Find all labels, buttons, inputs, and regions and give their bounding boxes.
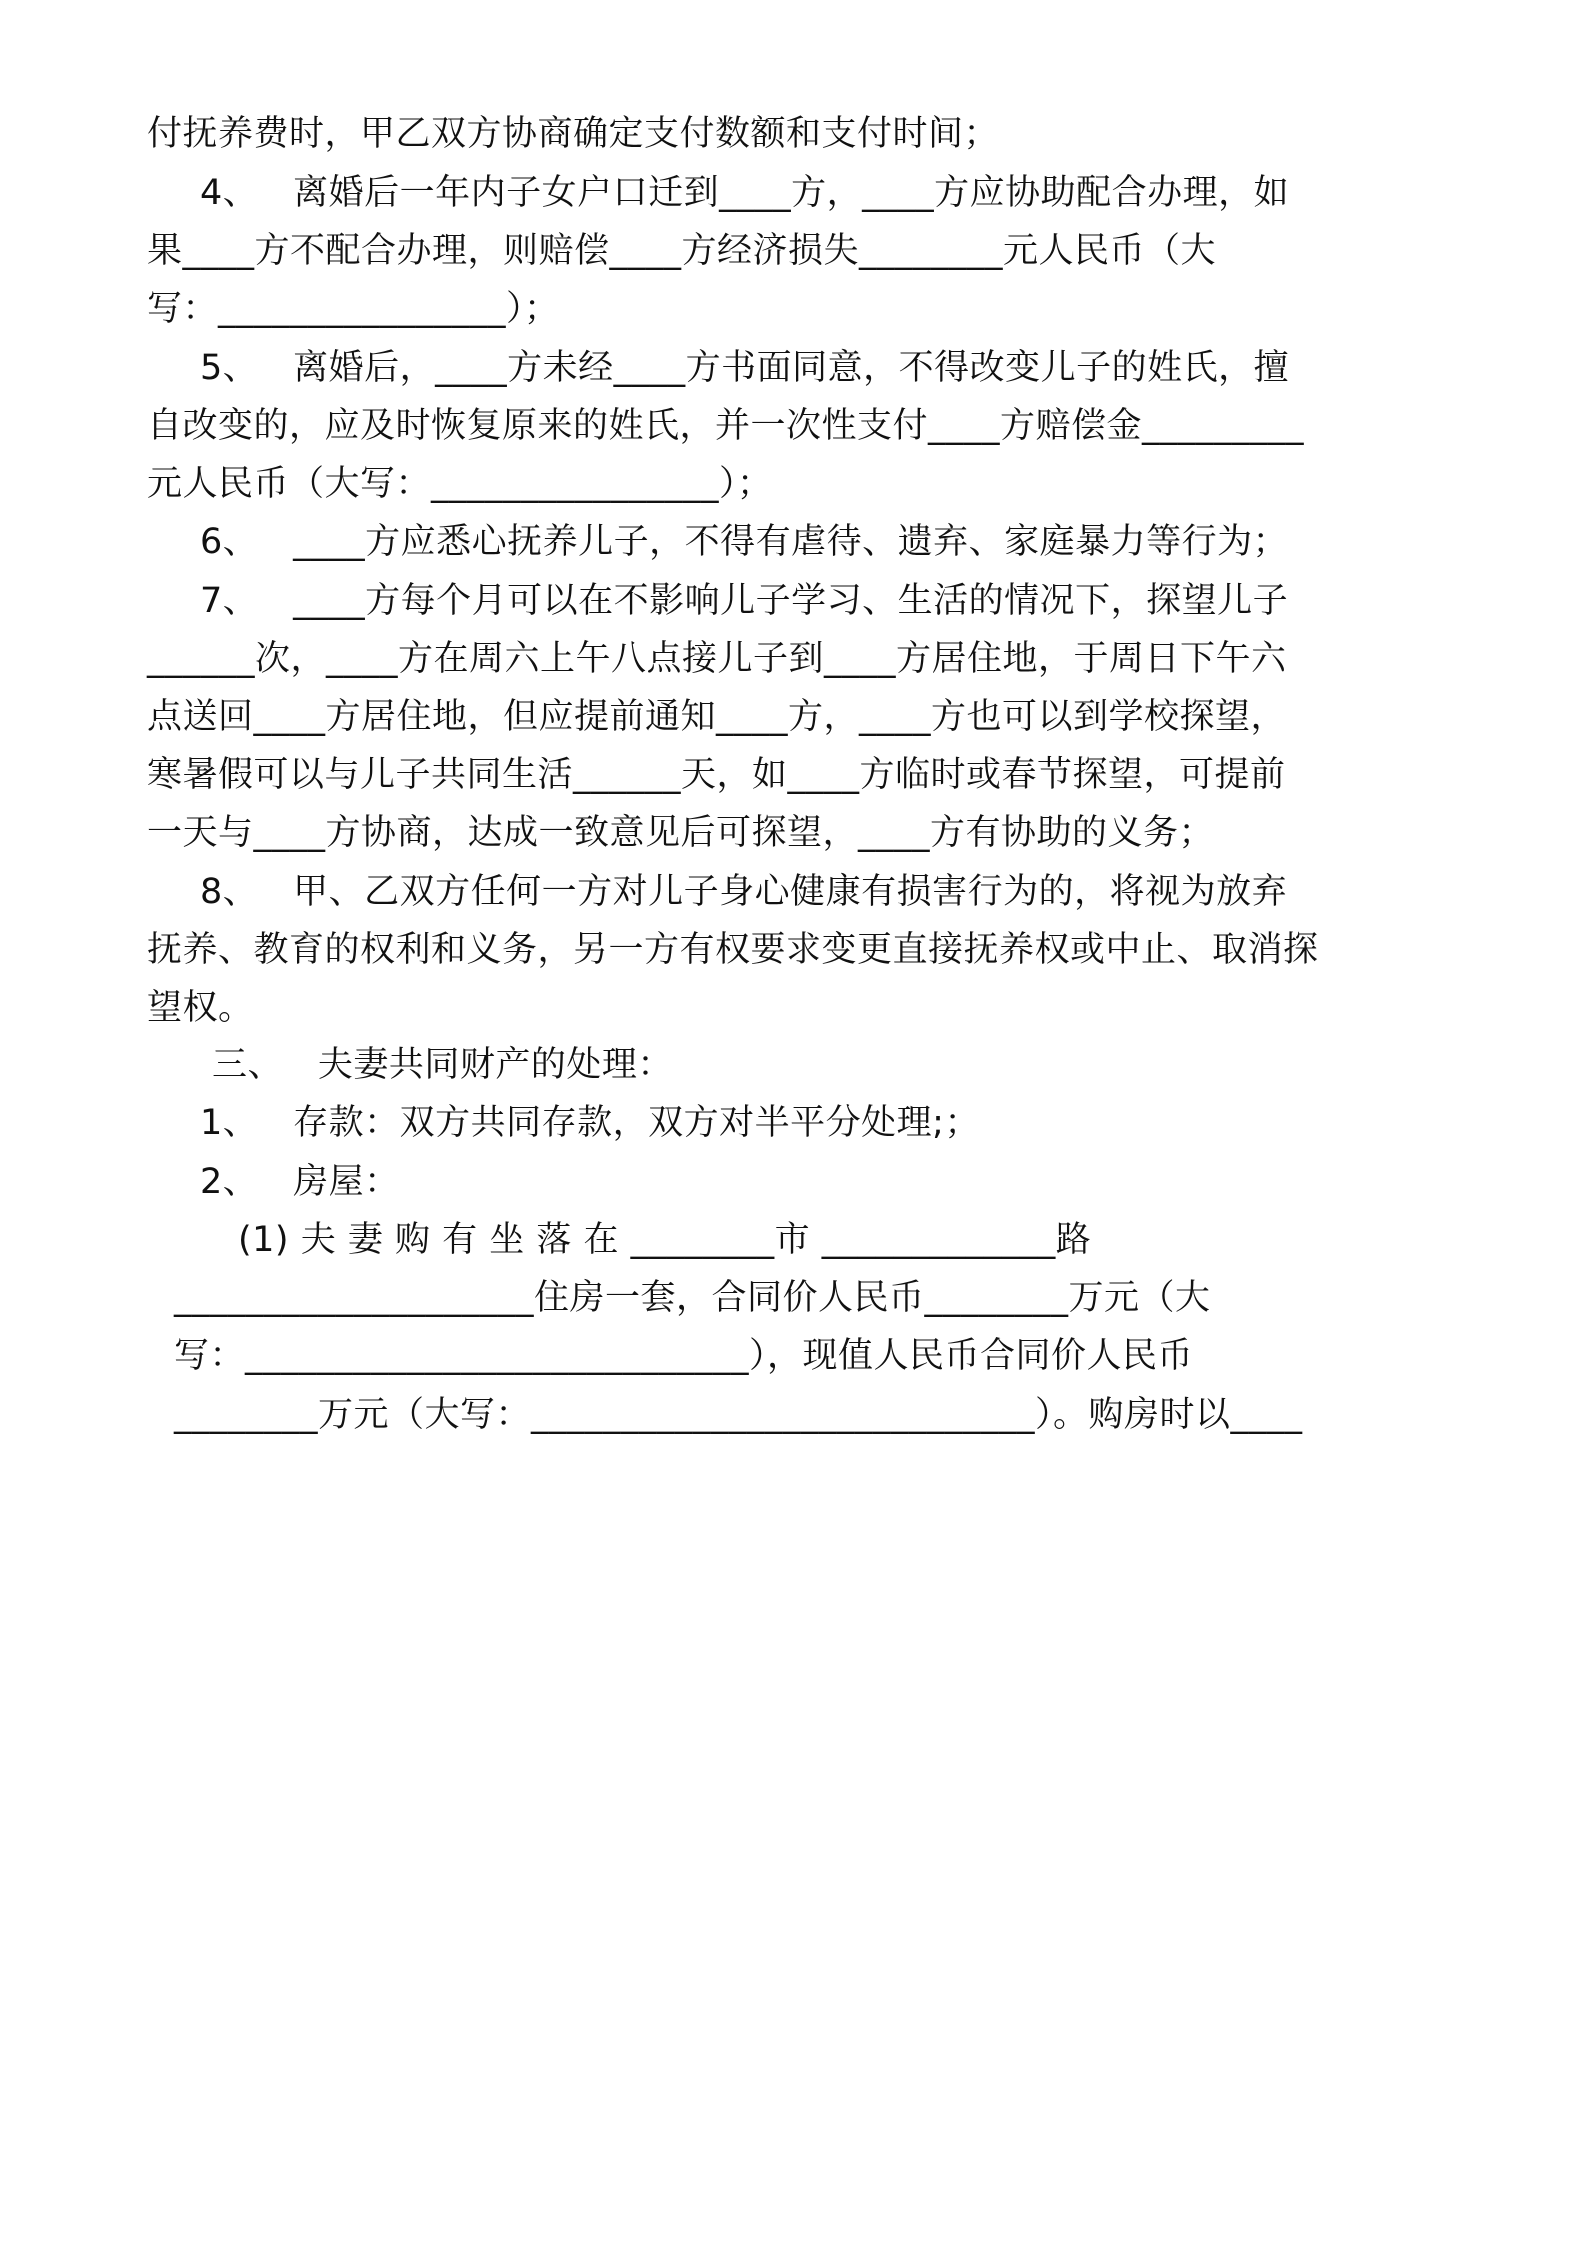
text-line: 2、 房屋：	[200, 1162, 400, 1202]
text-line: ____________________住房一套，合同价人民币________万元（大	[174, 1278, 1211, 1318]
text-line: 5、 离婚后，____方未经____方书面同意，不得改变儿子的姓氏，擅	[200, 348, 1290, 388]
text-line: 抚养、教育的权利和义务，另一方有权要求变更直接抚养权或中止、取消探	[147, 930, 1319, 970]
text-line: 4、 离婚后一年内子女户口迁到____方，____方应协助配合办理，如	[200, 173, 1290, 213]
text-line: 7、 ____方每个月可以在不影响儿子学习、生活的情况下，探望儿子	[200, 581, 1289, 621]
section-heading: 三、 夫妻共同财产的处理：	[212, 1045, 673, 1085]
text-line: 寒暑假可以与儿子共同生活______天，如____方临时或春节探望，可提前	[147, 755, 1286, 795]
text-line: ________万元（大写：____________________________）。购房时以____	[174, 1395, 1303, 1435]
text-line: 果____方不配合办理，则赔偿____方经济损失________元人民币（大	[147, 231, 1217, 271]
text-line: 写：________________）；	[147, 289, 560, 329]
text-line: 望权。	[147, 988, 254, 1028]
text-line: (1) 夫 妻 购 有 坐 落 在 ________市 _____________路	[238, 1220, 1092, 1260]
text-line: 写：____________________________），现值人民币合同价人民币	[174, 1336, 1194, 1376]
text-line: 元人民币（大写：________________）；	[147, 464, 773, 504]
text-line: 6、 ____方应悉心抚养儿子，不得有虐待、遗弃、家庭暴力等行为；	[200, 522, 1289, 562]
text-line: 一天与____方协商，达成一致意见后可探望，____方有协助的义务；	[147, 813, 1215, 853]
text-line: 1、 存款：双方共同存款，双方对半平分处理;；	[200, 1103, 980, 1143]
text-line: 自改变的，应及时恢复原来的姓氏，并一次性支付____方赔偿金_________	[147, 406, 1305, 446]
text-line: ______次，____方在周六上午八点接儿子到____方居住地，于周日下午六	[147, 639, 1287, 679]
text-line: 付抚养费时，甲乙双方协商确定支付数额和支付时间；	[147, 114, 1000, 154]
text-line: 8、 甲、乙双方任何一方对儿子身心健康有损害行为的，将视为放弃	[200, 872, 1288, 912]
text-line: 点送回____方居住地，但应提前通知____方，____方也可以到学校探望，	[147, 697, 1287, 737]
